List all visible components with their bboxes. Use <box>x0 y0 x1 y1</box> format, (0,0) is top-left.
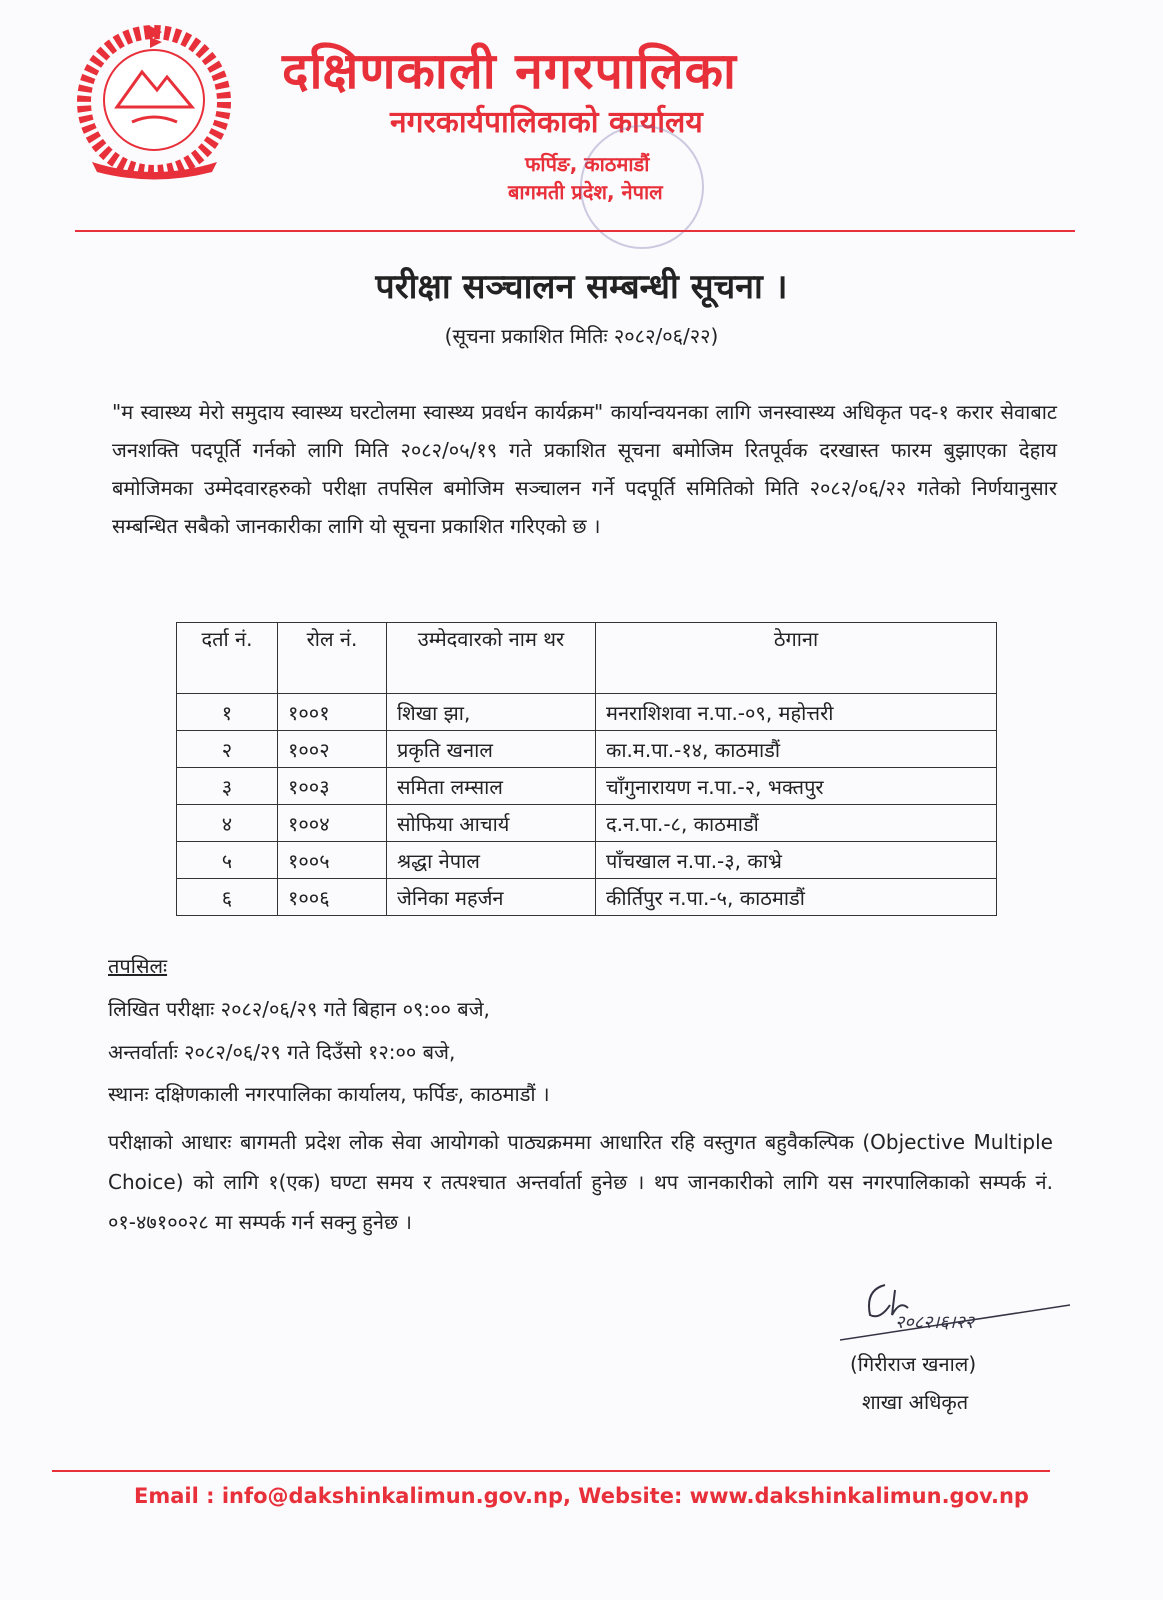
nepal-emblem-logo <box>72 22 237 182</box>
cell: पाँचखाल न.पा.-३, काभ्रे <box>596 842 997 879</box>
cell: चाँगुनारायण न.पा.-२, भक्तपुर <box>596 768 997 805</box>
col-registration-no: दर्ता नं. <box>177 623 278 694</box>
cell: १००३ <box>278 768 387 805</box>
cell: शिखा झा, <box>387 694 596 731</box>
cell: ५ <box>177 842 278 879</box>
cell: १००५ <box>278 842 387 879</box>
cell: २ <box>177 731 278 768</box>
office-subtitle: नगरकार्यपालिकाको कार्यालय <box>390 105 703 140</box>
schedule-heading: तपसिलः <box>108 954 168 978</box>
cell: का.म.पा.-१४, काठमाडौं <box>596 731 997 768</box>
cell: समिता लम्साल <box>387 768 596 805</box>
signatory-position: शाखा अधिकृत <box>862 1390 969 1414</box>
signatory-name: (गिरीराज खनाल) <box>850 1352 977 1376</box>
notice-body: "म स्वास्थ्य मेरो समुदाय स्वास्थ्य घरटोलमा स्वास्थ्य प्रवर्धन कार्यक्रम" कार्यान्वयनका लागि जनस्वास्थ्य अधिकृत पद-१ करार सेवाबाट जनशक्ति पदपूर्ति गर्नको लागि मिति २०८२/०५/१९ गते प्रकाशित सूचना बमोजिम रितपूर्वक दरखास्त फारम बुझाएका देहाय बमोजिमका उम्मेदवारहरुको परीक्षा तपसिल बमोजिम सञ्चालन गर्ने पदपूर्ति समितिको मिति २०८२/०६/२२ गतेको निर्णयानुसार सम्बन्धित सबैको जानकारीका लागि यो सूचना प्रकाशित गरिएको छ । <box>112 400 1057 538</box>
notice-title: परीक्षा सञ्चालन सम्बन्धी सूचना । <box>375 267 788 307</box>
col-candidate-name: उम्मेदवारको नाम थर <box>387 623 596 694</box>
interview-line: अन्तर्वार्ताः २०८२/०६/२९ गते दिउँसो १२:०० बजे, <box>108 1040 456 1064</box>
municipality-title: दक्षिणकाली नगरपालिका <box>282 42 738 100</box>
address-line-2: बागमती प्रदेश, नेपाल <box>508 180 663 204</box>
footer-divider <box>52 1470 1050 1472</box>
cell: सोफिया आचार्य <box>387 805 596 842</box>
signature-date: २०८२।६।२२ <box>895 1312 975 1333</box>
table-row <box>177 805 997 842</box>
cell: १००१ <box>278 694 387 731</box>
header-divider <box>75 230 1075 232</box>
col-roll-no: रोल नं. <box>278 623 387 694</box>
cell: द.न.पा.-८, काठमाडौं <box>596 805 997 842</box>
cell: मनराशिशवा न.पा.-०९, महोत्तरी <box>596 694 997 731</box>
candidate-table <box>176 622 997 916</box>
address-line-1: फर्पिङ, काठमाडौं <box>525 152 650 176</box>
cell: १ <box>177 694 278 731</box>
table-row <box>177 731 997 768</box>
cell: ३ <box>177 768 278 805</box>
cell: प्रकृति खनाल <box>387 731 596 768</box>
written-exam-line: लिखित परीक्षाः २०८२/०६/२९ गते बिहान ०९:०० बजे, <box>108 997 490 1021</box>
cell: कीर्तिपुर न.पा.-५, काठमाडौं <box>596 879 997 916</box>
col-address: ठेगाना <box>596 623 997 694</box>
table-row <box>177 694 997 731</box>
cell: श्रद्धा नेपाल <box>387 842 596 879</box>
cell: १००६ <box>278 879 387 916</box>
published-date: (सूचना प्रकाशित मितिः २०८२/०६/२२) <box>444 324 719 348</box>
cell: ४ <box>177 805 278 842</box>
table-row <box>177 768 997 805</box>
cell: जेनिका महर्जन <box>387 879 596 916</box>
cell: १००२ <box>278 731 387 768</box>
table-row <box>177 842 997 879</box>
table-header-row <box>177 623 997 694</box>
table-row <box>177 879 997 916</box>
venue-line: स्थानः दक्षिणकाली नगरपालिका कार्यालय, फर्पिङ, काठमाडौं । <box>108 1082 550 1106</box>
footer-contact: Email : info@dakshinkalimun.gov.np, Website: www.dakshinkalimun.gov.np <box>134 1484 1029 1508</box>
cell: ६ <box>177 879 278 916</box>
exam-basis: परीक्षाको आधारः बागमती प्रदेश लोक सेवा आयोगको पाठ्यक्रममा आधारित रहि वस्तुगत बहुवैकल्पिक (Objective Multiple Choice) को लागि १(एक) घण्टा समय र तत्पश्चात अन्तर्वार्ता हुनेछ । थप जानकारीको लागि यस नगरपालिकाको सम्पर्क नं. ०१-४७१००२८ मा सम्पर्क गर्न सक्नु हुनेछ । <box>108 1130 1053 1234</box>
cell: १००४ <box>278 805 387 842</box>
